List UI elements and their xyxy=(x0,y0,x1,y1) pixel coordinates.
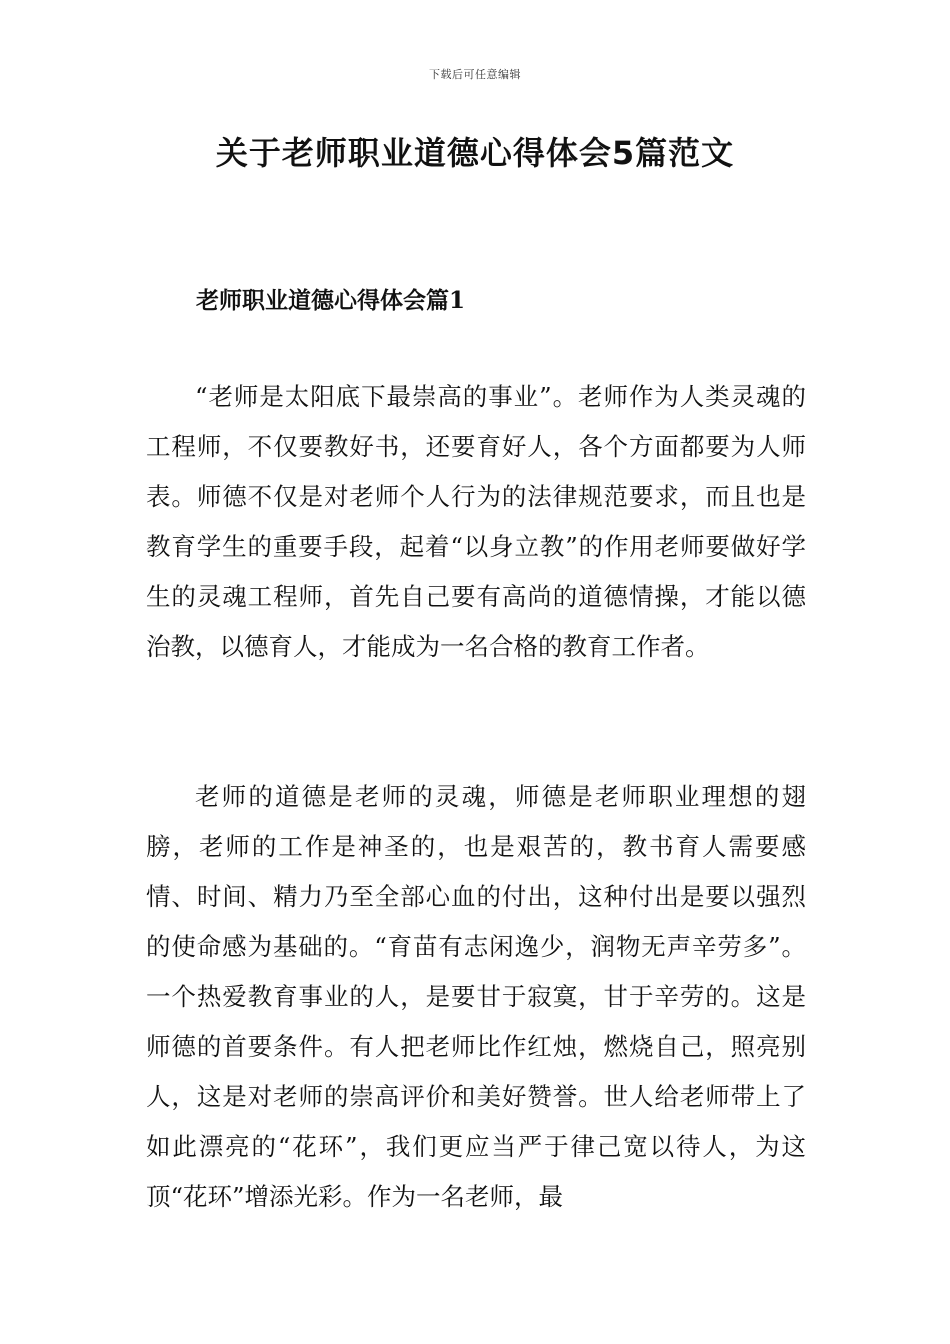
section-heading: 老师职业道德心得体会篇1 xyxy=(196,287,466,314)
body-paragraph-1: “老师是太阳底下最崇高的事业”。老师作为人类灵魂的工程师，不仅要教好书，还要育好人，各个方面都要为人师表。师德不仅是对老师个人行为的法律规范要求，而且也是教育学生的重要手段，起着“以身立教”的作用老师要做好学生的灵魂工程师，首先自己要有高尚的道德情操，才能以德治教，以德育人，才能成为一名合格的教育工作者。 xyxy=(146,382,806,661)
document-title: 关于老师职业道德心得体会5篇范文 xyxy=(215,134,735,172)
body-paragraph-2: 老师的道德是老师的灵魂，师德是老师职业理想的翅膀，老师的工作是神圣的，也是艰苦的，教书育人需要感情、时间、精力乃至全部心血的付出，这种付出是要以强烈的使命感为基础的。“育苗有志闲逸少，润物无声辛劳多”。一个热爱教育事业的人，是要甘于寂寞，甘于辛劳的。这是师德的首要条件。有人把老师比作红烛，燃烧自己，照亮别人，这是对老师的崇高评价和美好赞誉。世人给老师带上了如此漂亮的“花环”，我们更应当严于律己宽以待人，为这顶“花环”增添光彩。作为一名老师，最 xyxy=(146,782,806,1211)
header-note: 下载后可任意编辑 xyxy=(429,68,521,81)
